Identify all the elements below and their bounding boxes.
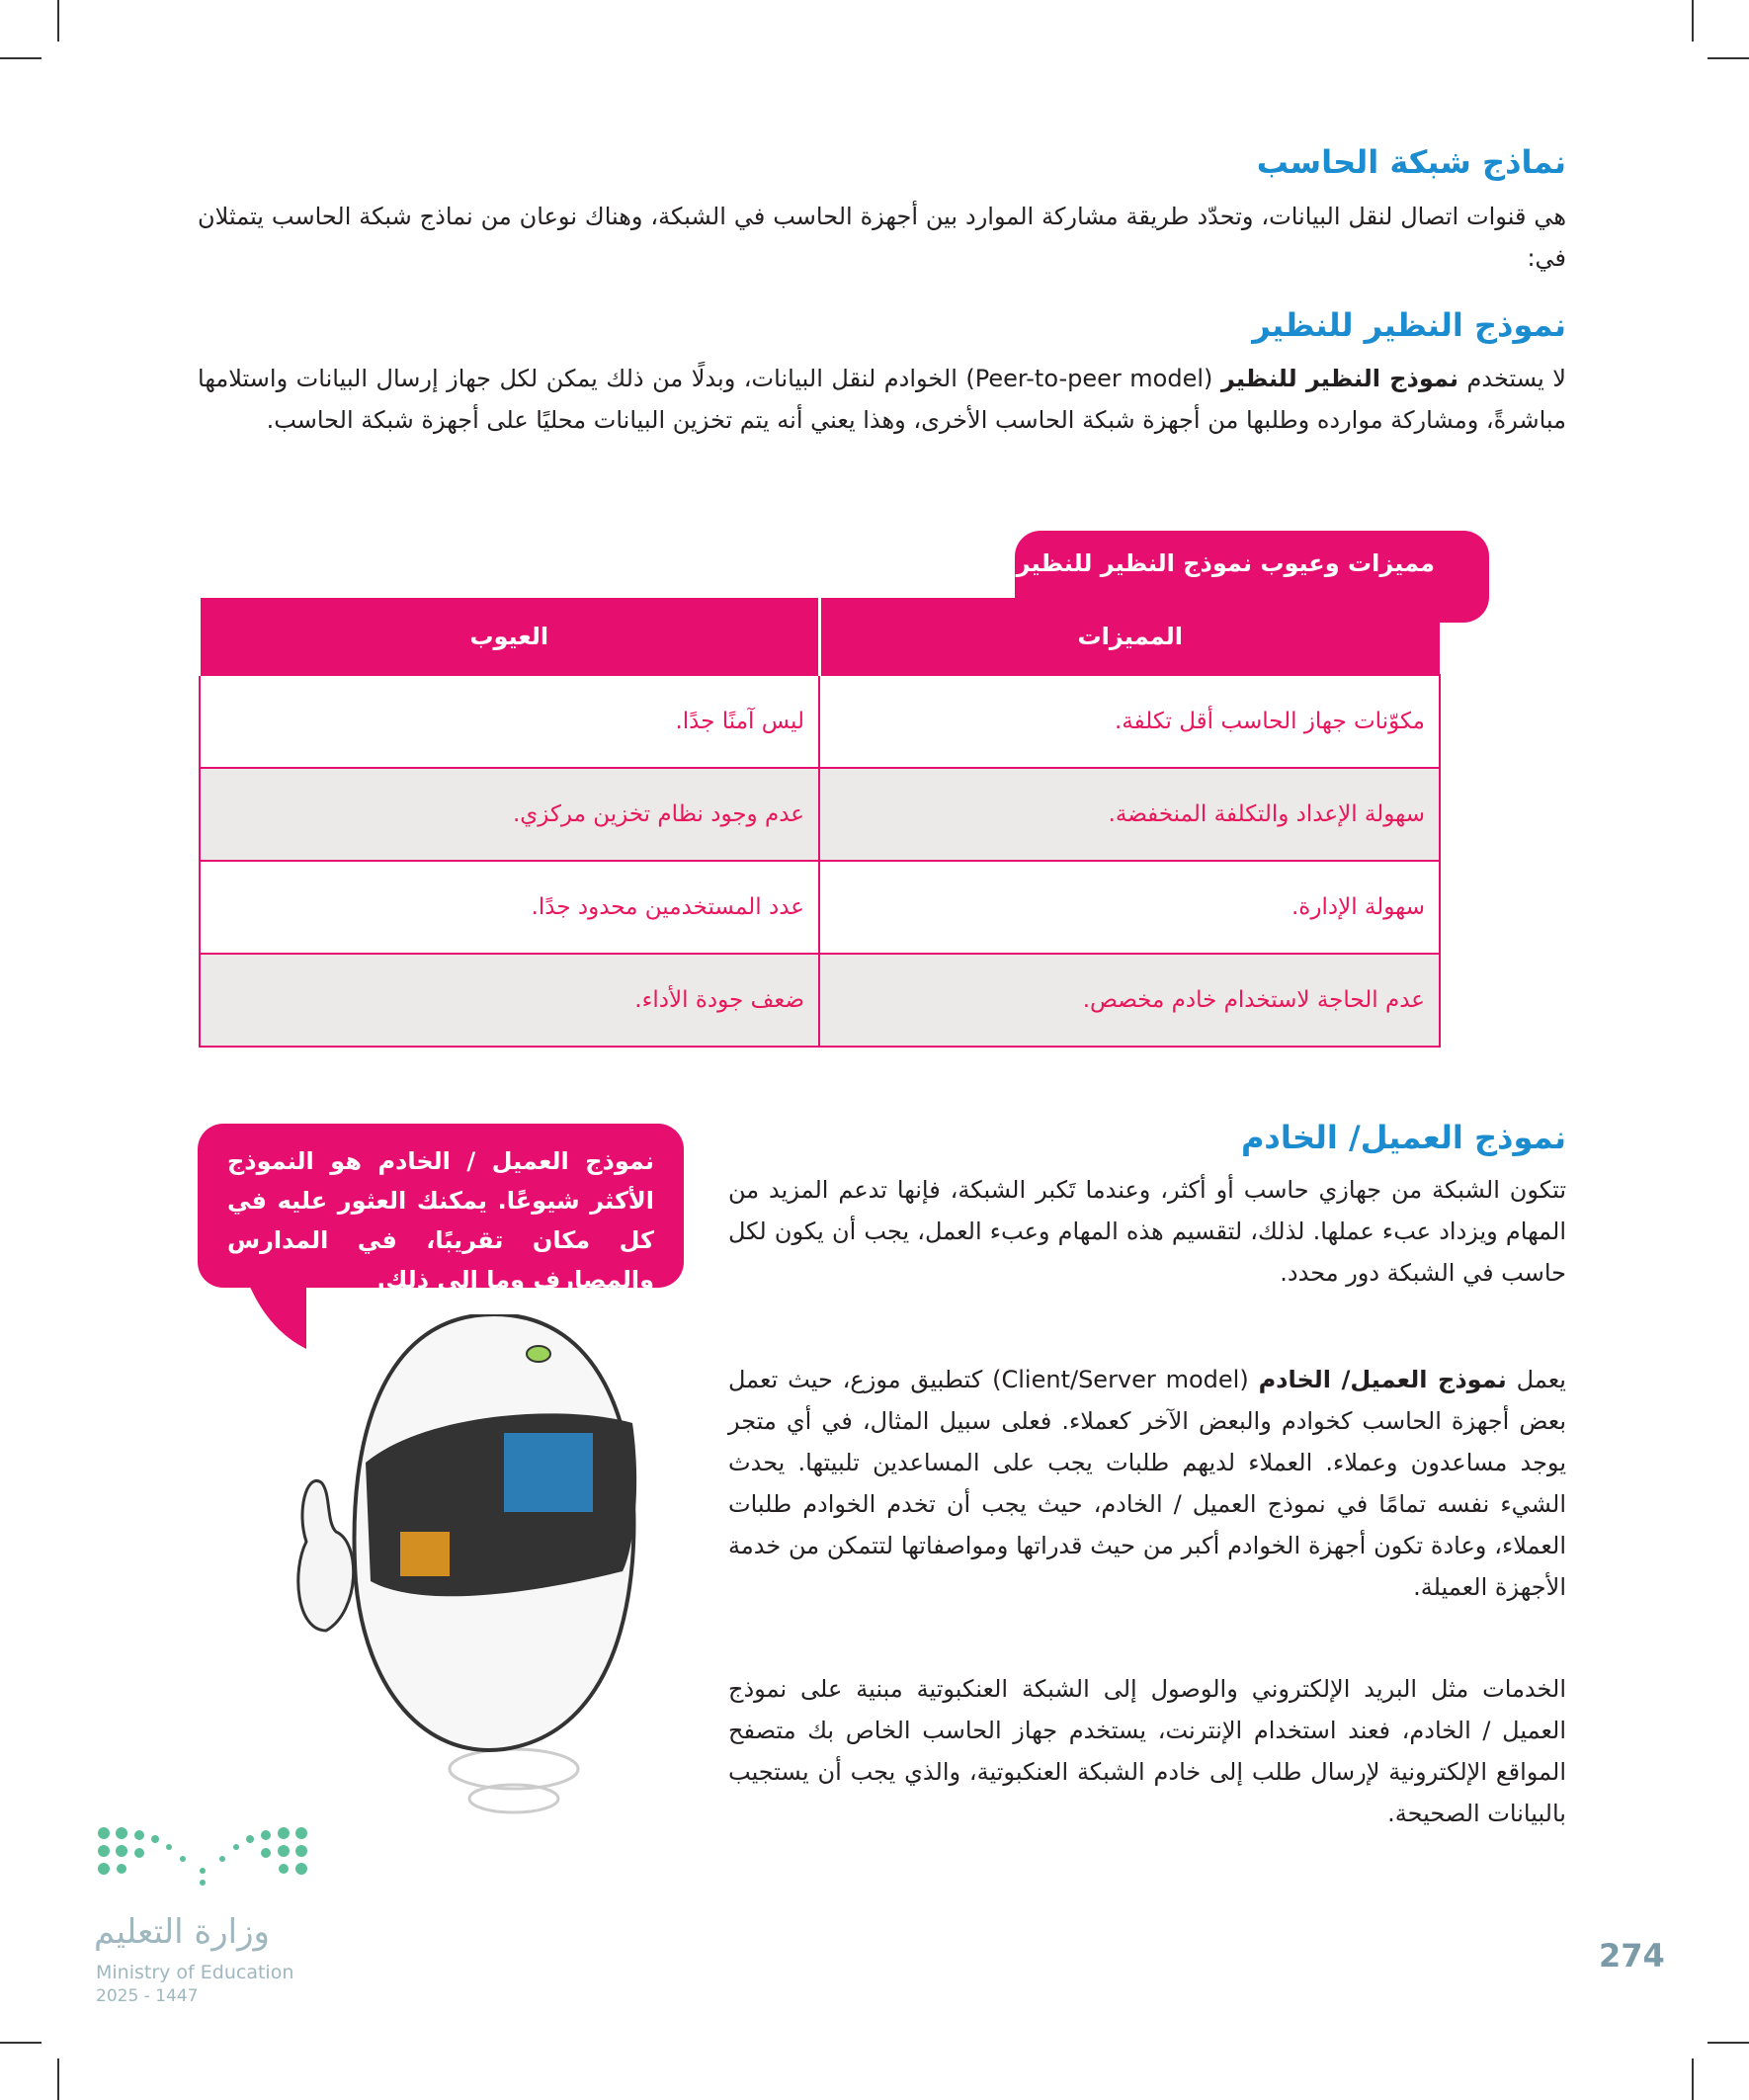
disadvantage-cell: عدد المستخدمين محدود جدًا. <box>200 861 820 954</box>
advantage-cell: سهولة الإعداد والتكلفة المنخفضة. <box>819 768 1440 861</box>
table-row <box>200 675 1441 768</box>
advantage-cell: مكوّنات جهاز الحاسب أقل تكلفة. <box>819 675 1440 768</box>
text: يعمل <box>1506 1366 1566 1393</box>
header-disadvantages: العيوب <box>200 598 820 675</box>
text: لا يستخدم <box>1458 365 1566 392</box>
table-row <box>200 861 1441 954</box>
section-title-peer-to-peer: نموذج النظير للنظير <box>1252 306 1566 344</box>
crop-mark <box>1707 57 1749 59</box>
pros-cons-table <box>198 598 1441 1048</box>
disadvantage-cell: عدم وجود نظام تخزين مركزي. <box>200 768 820 861</box>
table-caption-tab: مميزات وعيوب نموذج النظير للنظير: <box>1007 549 1435 577</box>
ministry-logo-dots <box>94 1823 311 1892</box>
ministry-name-ar: وزارة التعليم <box>94 1912 270 1952</box>
crop-mark <box>0 2042 42 2044</box>
bold-term: نموذج النظير للنظير <box>1220 365 1458 392</box>
network-models-paragraph: هي قنوات اتصال لنقل البيانات، وتحدّد طريقة مشاركة الموارد بين أجهزة الحاسب في الشبكة، وهناك نوعان من نماذج شبكة الحاسب يتمثلان في: <box>198 203 1566 272</box>
disadvantage-cell: ليس آمنًا جدًا. <box>200 675 820 768</box>
crop-mark <box>1692 2058 1694 2100</box>
crop-mark <box>1692 0 1694 42</box>
crop-mark <box>57 0 59 42</box>
ministry-name-en: Ministry of Education <box>96 1962 294 1983</box>
page-number: 274 <box>1599 1937 1665 1974</box>
crop-mark <box>57 2058 59 2100</box>
academic-year: 2025 - 1447 <box>96 1986 199 2006</box>
advantage-cell: عدم الحاجة لاستخدام خادم مخصص. <box>819 954 1440 1047</box>
crop-mark <box>0 57 42 59</box>
table-row <box>200 954 1441 1047</box>
robot-illustration <box>267 1314 652 1828</box>
section-title-network-models: نماذج شبكة الحاسب <box>1256 143 1566 181</box>
crop-mark <box>1707 2042 1749 2044</box>
bold-term: نموذج العميل/ الخادم <box>1258 1366 1507 1393</box>
client-server-paragraph-3: الخدمات مثل البريد الإلكتروني والوصول إلى الشبكة العنكبوتية مبنية على نموذج العميل / الخادم، فعند استخدام الإنترنت، يستخدم جهاز الحاسب الخاص بك متصفح المواقع الإلكترونية لإرسال طلب إلى خادم الشبكة العنكبوتية، والذي يجب أن يستجيب بالبيانات الصحيحة. <box>728 1675 1566 1827</box>
text: (Client/Server model) كتطبيق موزع، حيث تعمل بعض أجهزة الحاسب كخوادم والبعض الآخر كعملاء. فعلى سبيل المثال، في أي متجر يوجد مساعدون وعملاء. العملاء لديهم طلبات يجب على المساعدين تلبيتها. يحدث الشيء نفسه تمامًا في نموذج العميل / الخادم، حيث يجب أن تخدم الخوادم طلبات العملاء، وعادة تكون أجهزة الخوادم أكبر من حيث قدراتها ومواصفاتها لتتمكن من خدمة الأجهزة العميلة. <box>728 1366 1566 1601</box>
advantage-cell: سهولة الإدارة. <box>819 861 1440 954</box>
section-title-client-server: نموذج العميل/ الخادم <box>1240 1119 1566 1156</box>
speech-bubble: نموذج العميل / الخادم هو النموذج الأكثر شيوعًا. يمكنك العثور عليه في كل مكان تقريبًا، في المدارس والمصارف وما إلى ذلك. <box>198 1124 684 1288</box>
client-server-paragraph-2 <box>728 1359 1566 1608</box>
header-advantages: المميزات <box>819 598 1440 675</box>
text: (Peer-to-peer model) الخوادم لنقل البيانات، وبدلًا من ذلك يمكن لكل جهاز إرسال البيانات واستلامها مباشرةً، ومشاركة موارده وطلبها من أجهزة شبكة الحاسب الأخرى، وهذا يعني أنه يتم تخزين البيانات محليًا على أجهزة شبكة الحاسب. <box>198 365 1566 434</box>
disadvantage-cell: ضعف جودة الأداء. <box>200 954 820 1047</box>
peer-to-peer-paragraph <box>198 358 1566 441</box>
client-server-paragraph-1: تتكون الشبكة من جهازي حاسب أو أكثر، وعندما تَكبر الشبكة، فإنها تدعم المزيد من المهام ويزداد عبء عملها. لذلك، لتقسيم هذه المهام وعبء العمل، يجب أن يكون لكل حاسب في الشبكة دور محدد. <box>728 1176 1566 1287</box>
table-row <box>200 768 1441 861</box>
